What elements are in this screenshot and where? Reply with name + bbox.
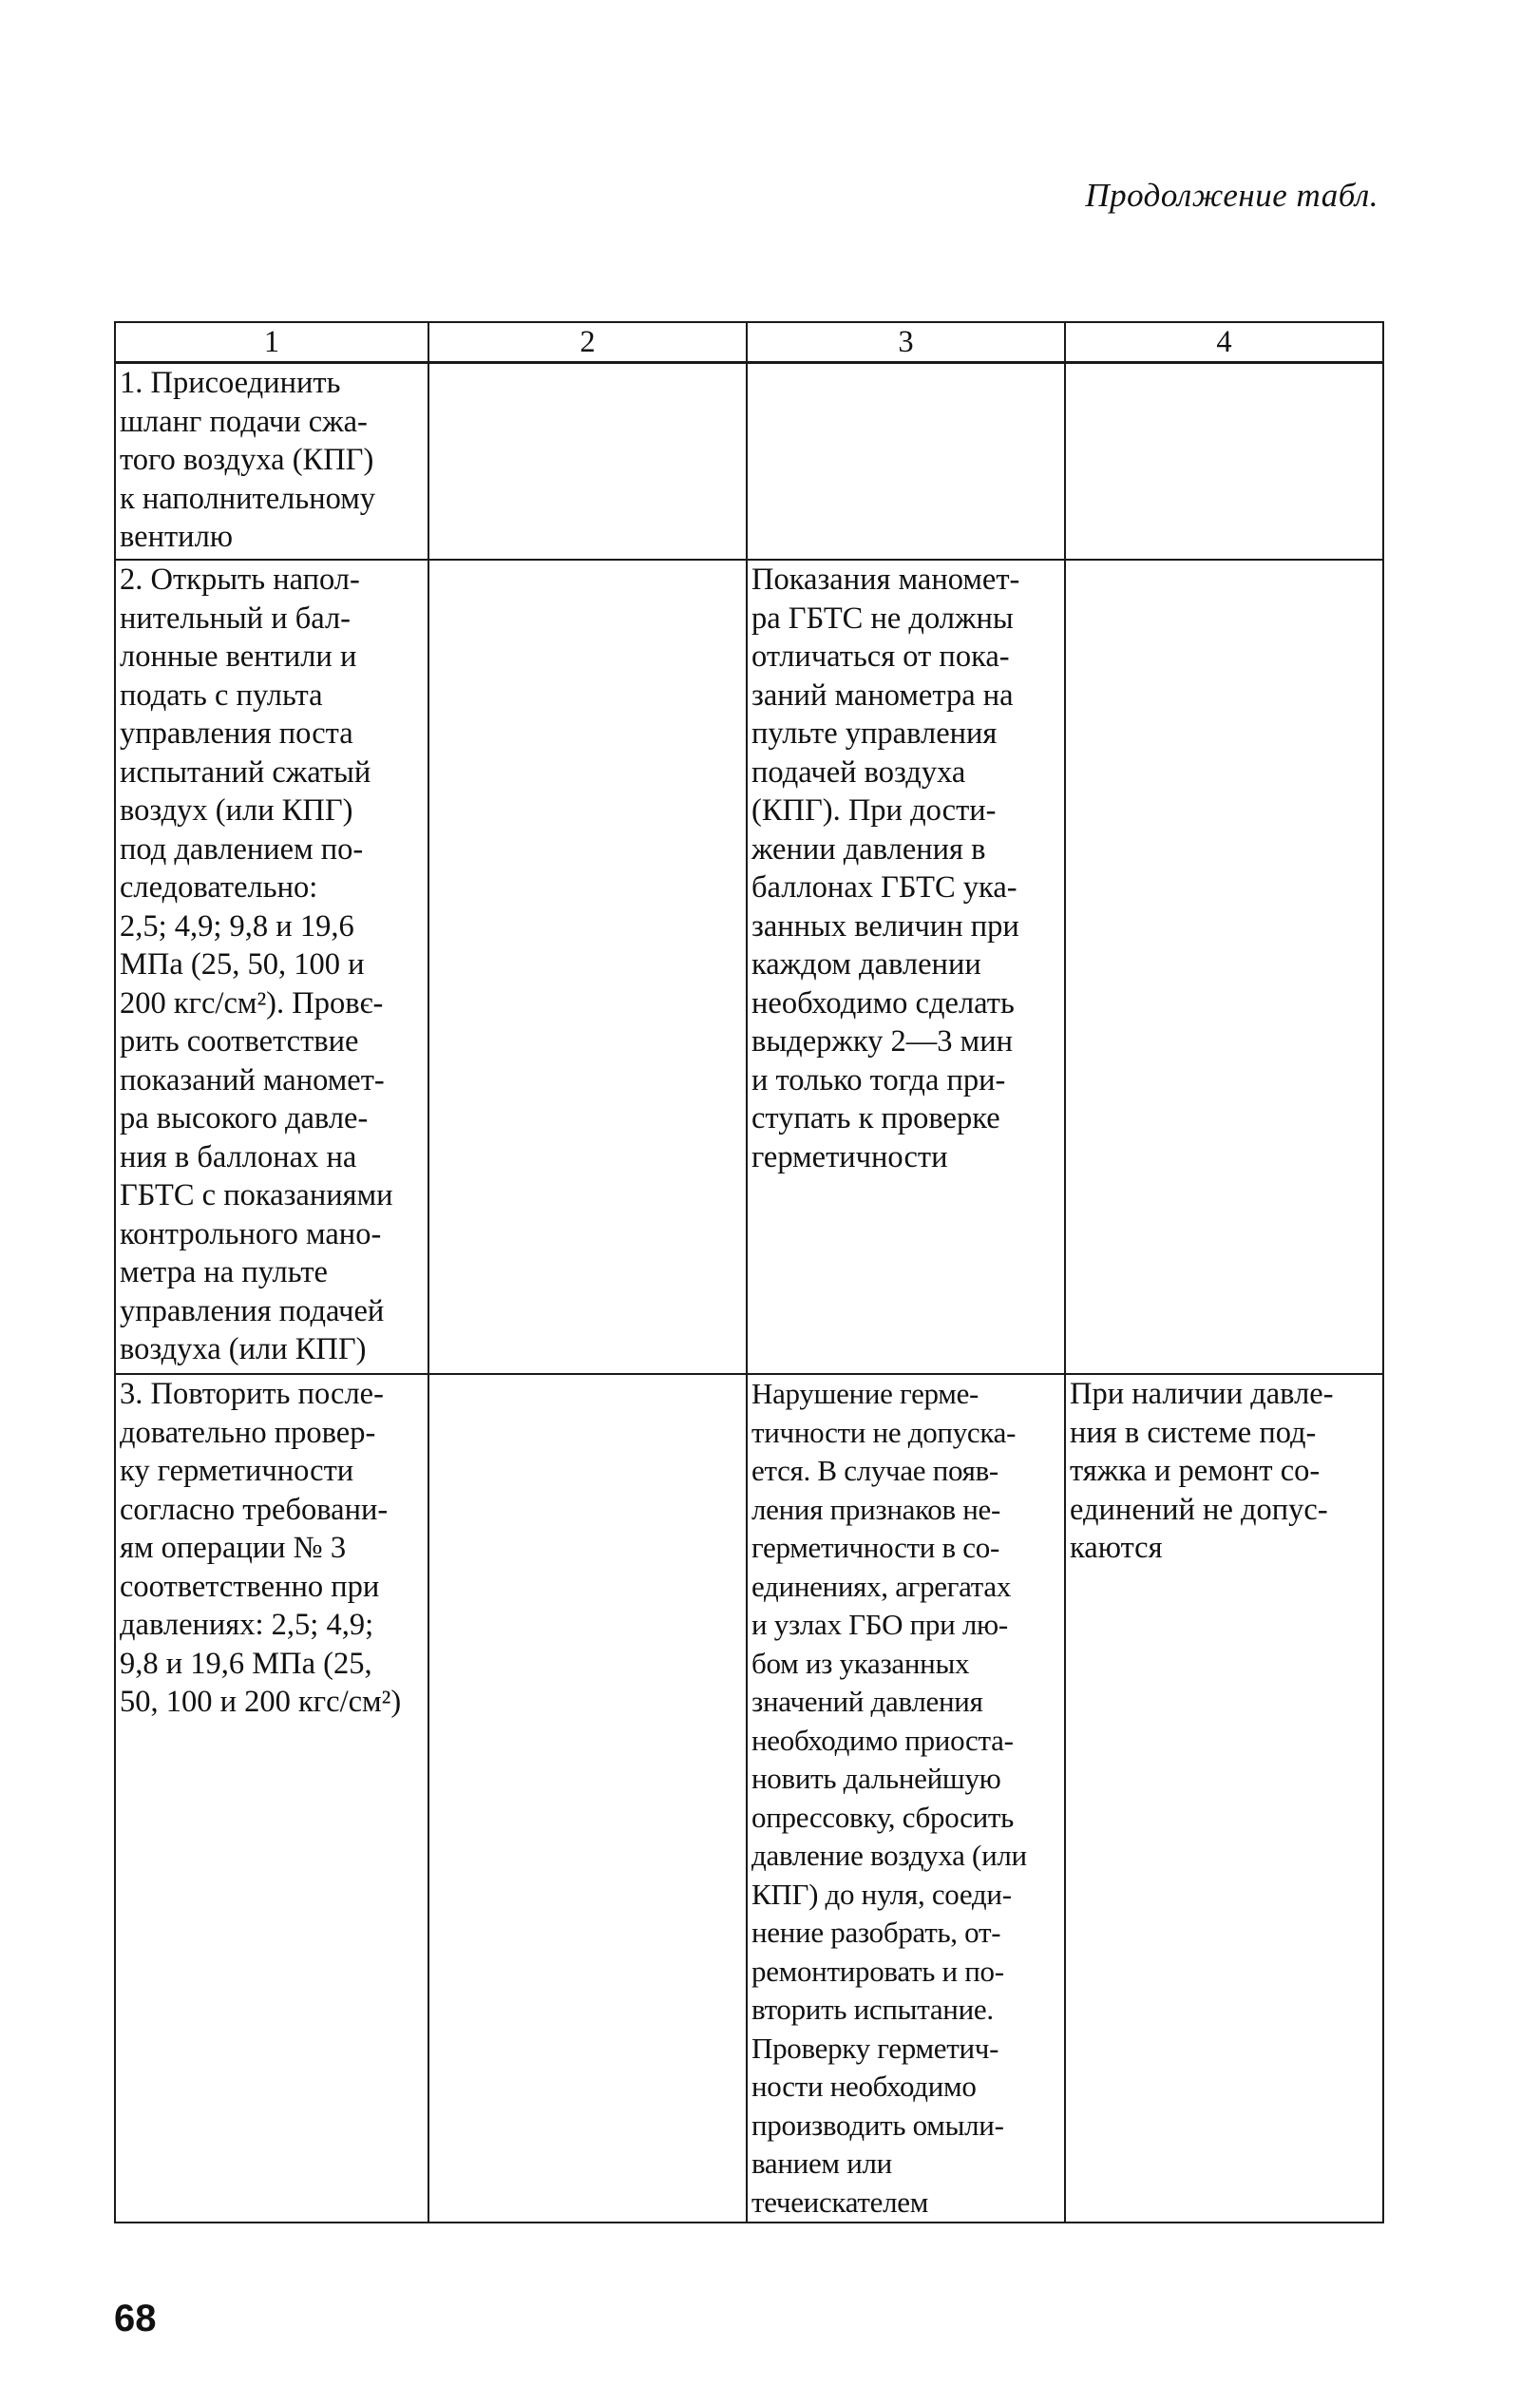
cell-text: Нарушение герме- тичности не допуска- ется. В случае появ- ления признаков не- герметичности в со- единениях, агрегатах и узлах ГБО при лю- бом из указанных значений давления необходимо приоста- новить дальнейшую опрессовку, сбросить давление воздуха (или КПГ) до нуля, соеди- нение разобрать, от- ремонтировать и по- вторить испытание. Проверку герметич- ности необходимо производить омыли- ванием или течеискателем <box>751 1377 1027 2219</box>
table-cell <box>428 1374 747 2223</box>
table-row <box>115 363 1383 561</box>
table-continuation-caption: Продолжение табл. <box>1085 177 1378 214</box>
table-cell <box>115 560 428 1374</box>
cell-text: При наличии давле- ния в системе под- тяжка и ремонт со- единений не допус- каются <box>1070 1377 1334 1565</box>
table-cell <box>747 363 1065 561</box>
table-cell <box>1065 1374 1383 2223</box>
column-header-4: 4 <box>1065 322 1383 363</box>
table-cell <box>1065 363 1383 561</box>
page-number: 68 <box>114 2298 157 2339</box>
cell-text: 1. Присоединить шланг подачи сжа- того воздуха (КПГ) к наполнительному вентилю <box>120 366 376 554</box>
table-cell <box>747 1374 1065 2223</box>
table-cell <box>428 363 747 561</box>
cell-text: 3. Повторить после- довательно провер- ку герметичности согласно требовани- ям операции № 3 соответственно при давлениях: 2,5; 4,9; 9,8 и 19,6 МПа (25, 50, 100 и 200 кгс/см²) <box>120 1377 402 1719</box>
column-header-1: 1 <box>115 322 428 363</box>
table-cell <box>428 560 747 1374</box>
table-row <box>115 560 1383 1374</box>
procedure-table <box>114 321 1384 2223</box>
table-cell <box>115 363 428 561</box>
table-cell <box>115 1374 428 2223</box>
cell-text: 2. Открыть напол- нительный и бал- лонные вентили и подать с пульта управления поста испытаний сжатый воздух (или КПГ) под давлением по- следовательно: 2,5; 4,9; 9,8 и 19,6 МПа (25, 50, 100 и 200 кгс/см²). Провє- рить соответствие показаний маномет- ра высокого давле- ния в баллонах на ГБТС с показаниями контрольного мано- метра на пульте управления подачей воздуха (или КПГ) <box>120 563 393 1366</box>
table-cell <box>1065 560 1383 1374</box>
cell-text: Показания маномет- ра ГБТС не должны отличаться от пока- заний манометра на пульте управления подачей воздуха (КПГ). При дости- жении давления в баллонах ГБТС ука- занных величин при каждом давлении необходимо сделать выдержку 2—3 мин и только тогда при- ступать к проверке герметичности <box>751 563 1020 1174</box>
table-row <box>115 1374 1383 2223</box>
table-header-row <box>115 322 1383 363</box>
table-cell <box>747 560 1065 1374</box>
column-header-3: 3 <box>747 322 1065 363</box>
column-header-2: 2 <box>428 322 747 363</box>
